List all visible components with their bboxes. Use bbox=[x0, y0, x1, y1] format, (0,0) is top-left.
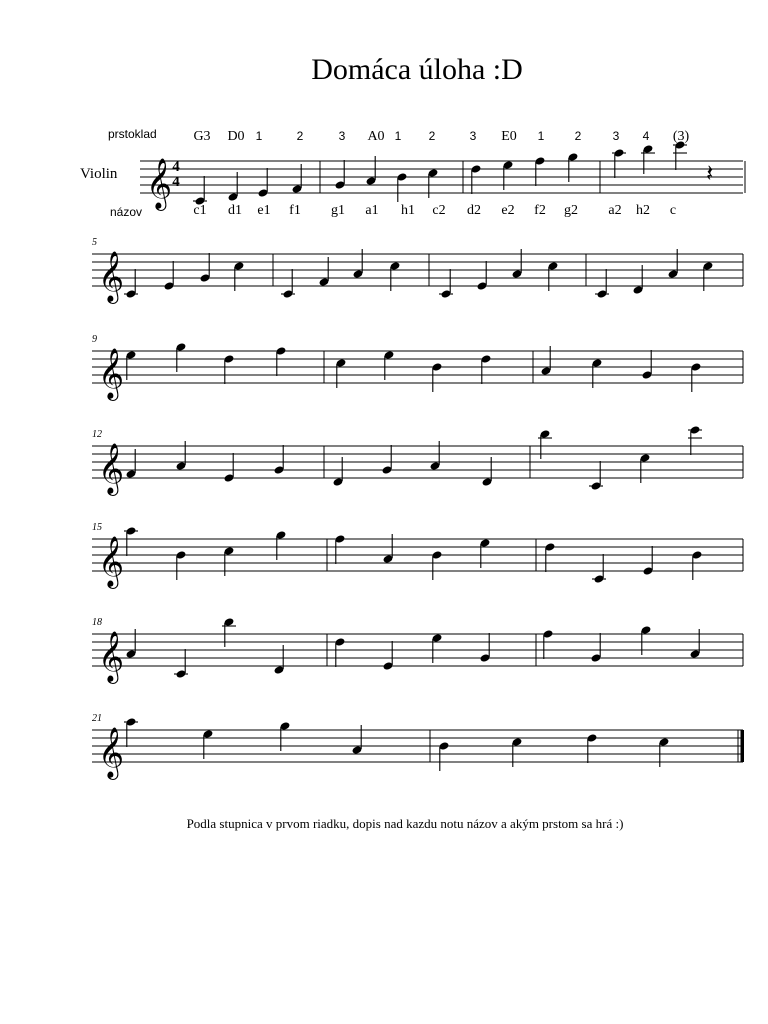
note bbox=[202, 729, 213, 759]
note bbox=[382, 534, 393, 564]
note bbox=[476, 261, 487, 291]
note bbox=[334, 637, 345, 667]
fingering-text: 1 bbox=[255, 129, 263, 143]
staff-system bbox=[140, 140, 745, 211]
page-title: Domáca úloha :D bbox=[311, 53, 523, 86]
treble-clef-icon: 𝄞 bbox=[98, 348, 125, 399]
note-name-text: c bbox=[669, 203, 677, 218]
note bbox=[540, 346, 551, 376]
note bbox=[396, 172, 407, 202]
note bbox=[544, 542, 555, 572]
note bbox=[381, 445, 392, 475]
note-name-text: h1 bbox=[401, 203, 415, 218]
note-name-text: e2 bbox=[501, 203, 515, 218]
measure-number: 12 bbox=[92, 429, 102, 440]
note bbox=[431, 362, 442, 392]
note bbox=[223, 546, 234, 576]
note bbox=[227, 172, 238, 202]
note bbox=[479, 633, 490, 663]
staff-system bbox=[92, 237, 743, 304]
final-barline-thick bbox=[741, 730, 745, 762]
note bbox=[275, 346, 286, 376]
fingering-text: 3 bbox=[469, 129, 477, 143]
note bbox=[542, 629, 553, 659]
note bbox=[502, 160, 513, 190]
measure-number: 15 bbox=[92, 522, 102, 533]
note bbox=[352, 249, 363, 279]
note bbox=[281, 269, 295, 299]
treble-clef-icon: 𝄞 bbox=[98, 536, 125, 587]
note bbox=[592, 554, 606, 584]
note bbox=[334, 160, 345, 190]
note bbox=[612, 148, 626, 178]
note bbox=[318, 257, 329, 287]
fingering-row bbox=[193, 129, 689, 144]
note bbox=[223, 354, 234, 384]
note bbox=[382, 641, 393, 671]
note bbox=[595, 269, 609, 299]
note bbox=[175, 342, 186, 372]
note bbox=[538, 429, 552, 459]
note bbox=[365, 156, 376, 186]
note bbox=[641, 350, 652, 380]
note-name-text: d1 bbox=[228, 203, 242, 218]
note bbox=[702, 261, 713, 291]
note bbox=[639, 453, 650, 483]
note-name-label: názov bbox=[110, 205, 143, 219]
note bbox=[688, 425, 702, 455]
note bbox=[438, 741, 449, 771]
note bbox=[291, 164, 302, 194]
note bbox=[667, 249, 678, 279]
fingering-text: 2 bbox=[296, 129, 304, 143]
note bbox=[175, 550, 186, 580]
note bbox=[174, 649, 188, 679]
time-signature-top: 4 bbox=[172, 159, 180, 175]
note bbox=[642, 546, 653, 576]
fingering-text: 1 bbox=[394, 129, 402, 143]
fingering-text: 4 bbox=[642, 129, 650, 143]
note bbox=[223, 453, 234, 483]
note bbox=[279, 721, 290, 751]
treble-clef-icon: 𝄞 bbox=[98, 727, 125, 778]
note bbox=[335, 358, 346, 388]
note bbox=[125, 629, 136, 659]
note bbox=[125, 350, 136, 380]
note-name-text: a1 bbox=[365, 203, 379, 218]
measure-number: 9 bbox=[92, 334, 97, 345]
fingering-text: E0 bbox=[501, 129, 517, 144]
treble-clef-icon: 𝄞 bbox=[98, 631, 125, 682]
note bbox=[591, 358, 602, 388]
note bbox=[431, 550, 442, 580]
note-name-text: d2 bbox=[467, 203, 481, 218]
fingering-text: D0 bbox=[227, 129, 245, 144]
fingering-text: 1 bbox=[537, 129, 545, 143]
note bbox=[481, 457, 492, 487]
note bbox=[641, 144, 655, 174]
note bbox=[480, 354, 491, 384]
note bbox=[124, 526, 138, 556]
fingering-text: (3) bbox=[672, 129, 690, 144]
note bbox=[658, 737, 669, 767]
note bbox=[640, 625, 651, 655]
time-signature-bottom: 4 bbox=[172, 174, 180, 190]
fingering-text: G3 bbox=[193, 129, 211, 144]
note bbox=[124, 717, 138, 747]
treble-clef-icon: 𝄞 bbox=[98, 443, 125, 494]
staff-system bbox=[92, 617, 743, 684]
note bbox=[439, 269, 453, 299]
note bbox=[632, 265, 643, 295]
note-name-row bbox=[193, 203, 676, 218]
note-name-text: f1 bbox=[289, 203, 301, 218]
measure-number: 21 bbox=[92, 713, 102, 724]
note bbox=[273, 445, 284, 475]
note bbox=[690, 362, 701, 392]
note-name-text: g1 bbox=[331, 203, 345, 218]
note bbox=[429, 441, 440, 471]
note-name-text: c1 bbox=[193, 203, 207, 218]
note bbox=[479, 538, 490, 568]
note bbox=[689, 629, 700, 659]
instrument-name: Violin bbox=[80, 166, 118, 182]
note bbox=[427, 168, 438, 198]
fingering-text: 3 bbox=[338, 129, 346, 143]
treble-clef-icon: 𝄞 bbox=[146, 158, 173, 209]
note bbox=[257, 168, 268, 198]
note bbox=[586, 733, 597, 763]
staff-system bbox=[92, 713, 744, 780]
note-name-text: a2 bbox=[608, 203, 622, 218]
note bbox=[547, 261, 558, 291]
measure-number: 18 bbox=[92, 617, 102, 628]
note-name-text: f2 bbox=[534, 203, 546, 218]
staff-system bbox=[92, 522, 743, 589]
note-name-text: g2 bbox=[564, 203, 578, 218]
fingering-text: 2 bbox=[574, 129, 582, 143]
fingering-text: A0 bbox=[367, 129, 385, 144]
quarter-rest-icon: 𝄽 bbox=[706, 159, 714, 187]
note bbox=[589, 461, 603, 491]
note bbox=[383, 350, 394, 380]
fingering-text: 2 bbox=[428, 129, 436, 143]
note bbox=[275, 530, 286, 560]
measure-number: 5 bbox=[92, 237, 97, 248]
note bbox=[199, 253, 210, 283]
instruction-text: Podla stupnica v prvom riadku, dopis nad kazdu notu názov a akým prstom sa hrá :) bbox=[186, 816, 624, 831]
treble-clef-icon: 𝄞 bbox=[98, 251, 125, 302]
note bbox=[673, 140, 687, 170]
note bbox=[332, 457, 343, 487]
note bbox=[163, 261, 174, 291]
note bbox=[222, 617, 236, 647]
note bbox=[125, 449, 136, 479]
staff-system bbox=[92, 425, 743, 496]
note bbox=[334, 534, 345, 564]
note bbox=[273, 645, 284, 675]
note bbox=[470, 164, 481, 194]
note bbox=[351, 725, 362, 755]
note bbox=[124, 269, 138, 299]
note bbox=[590, 633, 601, 663]
note bbox=[431, 633, 442, 663]
staff-systems bbox=[92, 140, 745, 780]
note bbox=[511, 249, 522, 279]
fingering-text: 3 bbox=[612, 129, 620, 143]
fingering-label: prstoklad bbox=[108, 127, 157, 141]
staff-system bbox=[92, 334, 743, 401]
note bbox=[691, 550, 702, 580]
note bbox=[511, 737, 522, 767]
note bbox=[193, 176, 207, 206]
note bbox=[567, 152, 578, 182]
note-name-text: c2 bbox=[432, 203, 446, 218]
note-name-text: h2 bbox=[636, 203, 650, 218]
note-name-text: e1 bbox=[257, 203, 271, 218]
note bbox=[175, 441, 186, 471]
note bbox=[534, 156, 545, 186]
note bbox=[389, 261, 400, 291]
note bbox=[233, 261, 244, 291]
